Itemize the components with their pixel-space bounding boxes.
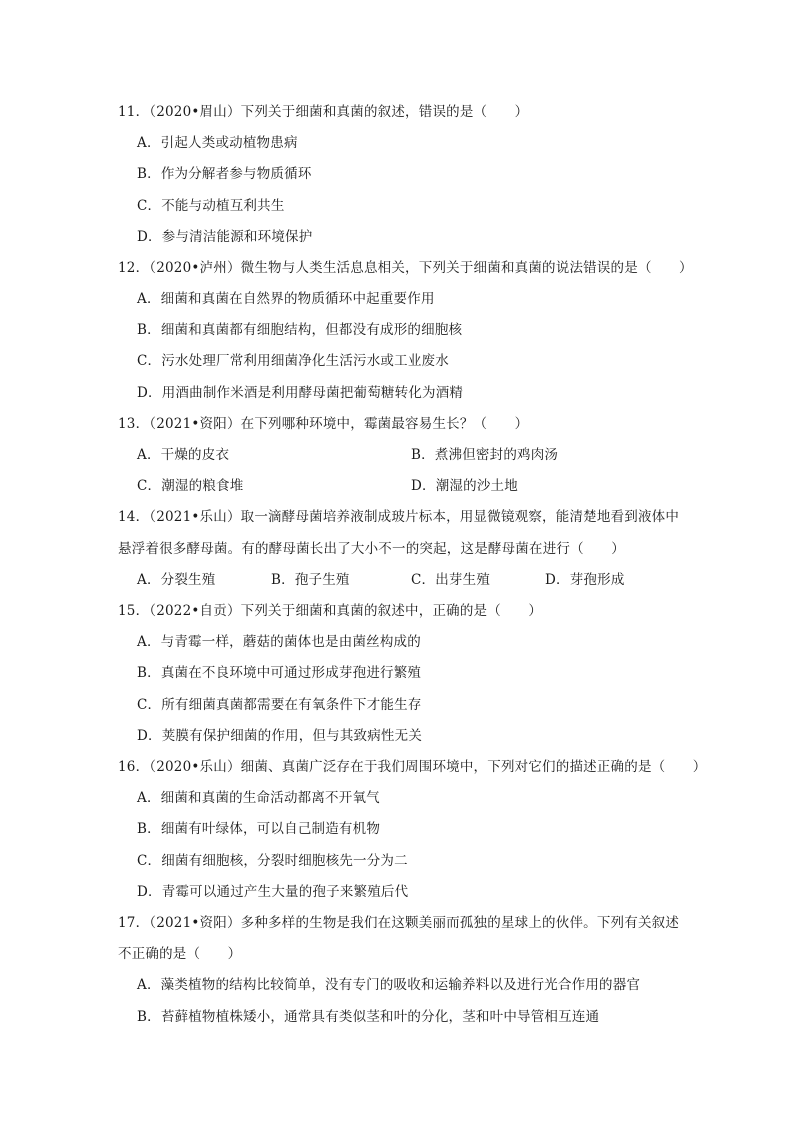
question-14-option-a: A．分裂生殖 xyxy=(137,572,216,588)
question-13-stem: 13．（2021•资阳）在下列哪种环境中，霉菌最容易生长？（ ） xyxy=(118,416,529,432)
question-16-option-d: D．青霉可以通过产生大量的孢子来繁殖后代 xyxy=(137,884,409,900)
question-14-option-c: C．出芽生殖 xyxy=(411,572,491,588)
question-14-option-d: D．芽孢形成 xyxy=(545,572,625,588)
question-11-option-c: C．不能与动植互利共生 xyxy=(137,198,285,214)
question-16-option-b: B．细菌有叶绿体，可以自己制造有机物 xyxy=(137,821,381,837)
question-11-option-d: D．参与清洁能源和环境保护 xyxy=(137,229,313,245)
question-12-option-c: C．污水处理厂常利用细菌净化生活污水或工业废水 xyxy=(137,353,449,369)
question-16-stem: 16．（2020•乐山）细菌、真菌广泛存在于我们周围环境中，下列对它们的描述正确的是（ ） xyxy=(118,759,707,775)
question-12-option-a: A．细菌和真菌在自然界的物质循环中起重要作用 xyxy=(137,291,435,307)
question-11-option-a: A．引起人类或动植物患病 xyxy=(137,135,298,151)
question-15-option-c: C．所有细菌真菌都需要在有氧条件下才能生存 xyxy=(137,697,422,713)
question-15-option-a: A．与青霉一样，蘑菇的菌体也是由菌丝构成的 xyxy=(137,634,421,650)
question-15-stem: 15．（2022•自贡）下列关于细菌和真菌的叙述中，正确的是（ ） xyxy=(118,603,543,619)
question-11-option-b: B．作为分解者参与物质循环 xyxy=(137,166,312,182)
question-13-option-d: D．潮湿的沙土地 xyxy=(411,478,518,494)
question-12-option-d: D．用酒曲制作米酒是利用酵母菌把葡萄糖转化为酒精 xyxy=(137,385,464,401)
question-12-option-b: B．细菌和真菌都有细胞结构，但都没有成形的细胞核 xyxy=(137,322,463,338)
question-17-option-a: A．藻类植物的结构比较简单，没有专门的吸收和运输养料以及进行光合作用的器官 xyxy=(137,977,641,993)
question-11-stem: 11．（2020•眉山）下列关于细菌和真菌的叙述，错误的是（ ） xyxy=(118,104,529,120)
question-14-stem-continued: 悬浮着很多酵母菌。有的酵母菌长出了大小不一的突起，这是酵母菌在进行（ ） xyxy=(118,541,625,557)
question-16-option-a: A．细菌和真菌的生命活动都离不开氧气 xyxy=(137,790,380,806)
question-16-option-c: C．细菌有细胞核，分裂时细胞核先一分为二 xyxy=(137,853,408,869)
question-17-option-b: B．苔藓植物植株矮小，通常具有类似茎和叶的分化，茎和叶中导管相互连通 xyxy=(137,1009,600,1025)
question-13-option-a: A．干燥的皮衣 xyxy=(137,447,230,463)
question-17-stem: 17．（2021•资阳）多种多样的生物是我们在这颗美丽而孤独的星球上的伙伴。下列有关叙述 xyxy=(118,915,680,931)
question-13-option-c: C．潮湿的粮食堆 xyxy=(137,478,244,494)
question-14-option-b: B．孢子生殖 xyxy=(271,572,350,588)
question-14-stem: 14．（2021•乐山）取一滴酵母菌培养液制成玻片标本，用显微镜观察，能清楚地看到液体中 xyxy=(118,509,680,525)
question-15-option-d: D．荚膜有保护细菌的作用，但与其致病性无关 xyxy=(137,728,423,744)
question-15-option-b: B．真菌在不良环境中可通过形成芽孢进行繁殖 xyxy=(137,665,422,681)
question-12-stem: 12．（2020•泸州）微生物与人类生活息息相关，下列关于细菌和真菌的说法错误的是（ ） xyxy=(118,260,693,276)
question-13-option-b: B．煮沸但密封的鸡肉汤 xyxy=(411,447,559,463)
question-17-stem-continued: 不正确的是（ ） xyxy=(118,946,242,962)
